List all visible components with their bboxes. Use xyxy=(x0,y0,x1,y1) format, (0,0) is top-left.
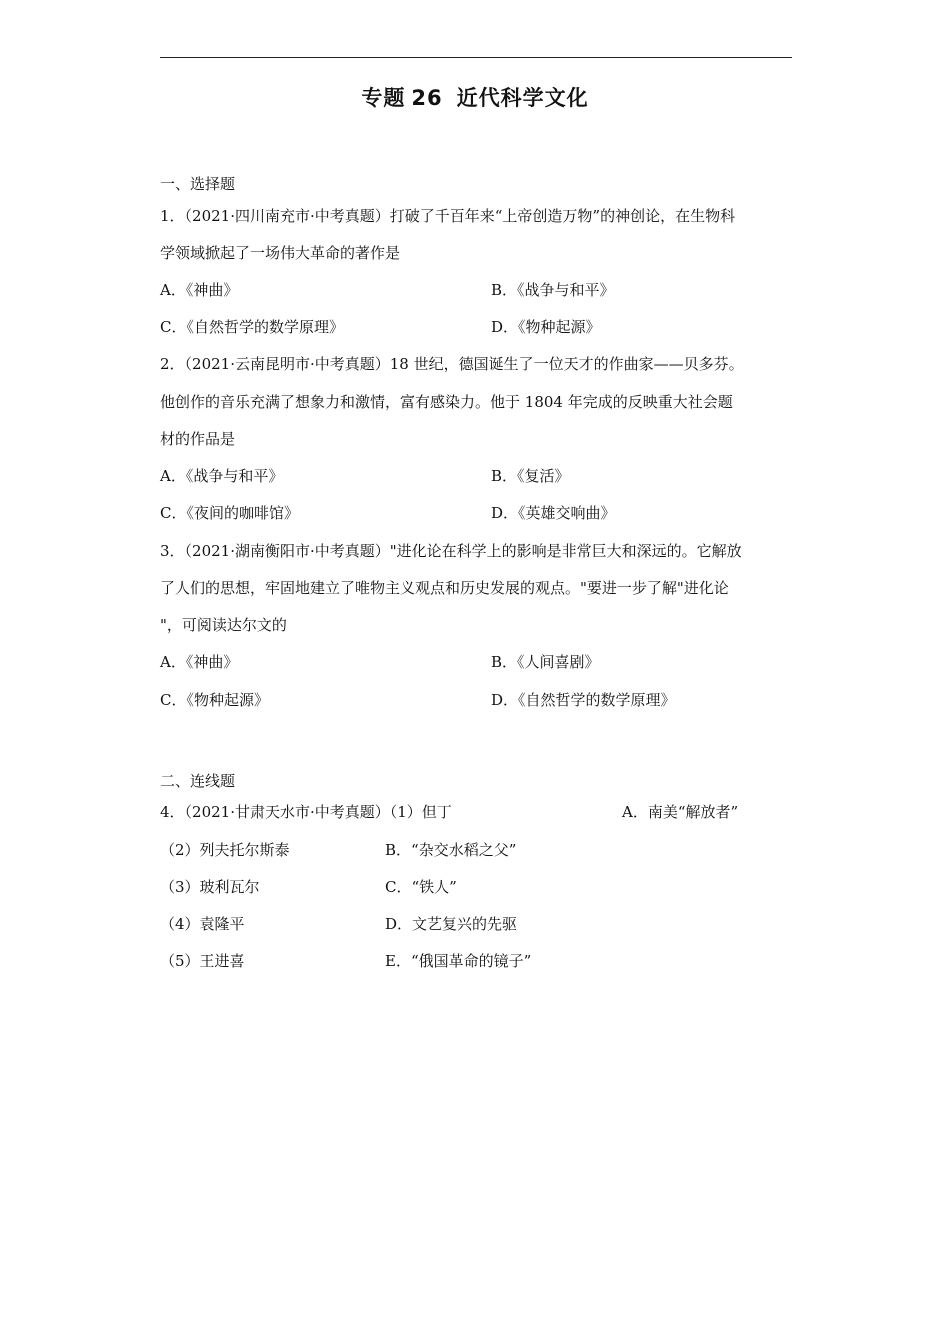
q2-stem-line2: 他创作的音乐充满了想象力和激情，富有感染力。他于 1804 年完成的反映重大社会题 xyxy=(160,393,733,411)
section-heading-choice: 一、选择题 xyxy=(160,175,236,193)
q2-option-a: A．《战争与和平》 xyxy=(160,467,284,485)
q4-left-4: （4）袁隆平 xyxy=(160,915,245,933)
section-heading-match: 二、连线题 xyxy=(160,772,236,790)
q1-option-c: C．《自然哲学的数学原理》 xyxy=(160,318,344,336)
q4-right-d: D．文艺复兴的先驱 xyxy=(385,915,518,933)
q2-option-b: B．《复活》 xyxy=(491,467,570,485)
q3-option-d: D．《自然哲学的数学原理》 xyxy=(491,691,676,709)
title-number: 26 xyxy=(411,86,443,110)
q4-left-5: （5）王进喜 xyxy=(160,952,245,970)
q4-left-2: （2）列夫托尔斯泰 xyxy=(160,841,290,859)
title-prefix: 专题 xyxy=(361,86,406,110)
q2-option-c: C．《夜间的咖啡馆》 xyxy=(160,504,299,522)
q4-right-c: C．“铁人” xyxy=(385,878,457,896)
q4-right-e: E．“俄国革命的镜子” xyxy=(385,952,532,970)
q4-right-b: B．“杂交水稻之父” xyxy=(385,841,517,859)
q4-right-a: A．南美“解放者” xyxy=(622,803,739,821)
q3-stem-line2: 了人们的思想，牢固地建立了唯物主义观点和历史发展的观点。"要进一步了解"进化论 xyxy=(160,579,729,597)
q1-stem-line2: 学领域掀起了一场伟大革命的著作是 xyxy=(160,244,401,262)
q3-option-c: C．《物种起源》 xyxy=(160,691,269,709)
q3-option-a: A．《神曲》 xyxy=(160,653,239,671)
header-rule xyxy=(160,57,792,58)
q2-stem-line3: 材的作品是 xyxy=(160,430,236,448)
q3-stem-line1: 3．（2021·湖南衡阳市·中考真题）"进化论在科学上的影响是非常巨大和深远的。它解放 xyxy=(160,542,742,560)
q1-stem-line1: 1．（2021·四川南充市·中考真题）打破了千百年来“上帝创造万物”的神创论，在生物科 xyxy=(160,207,736,225)
q2-option-d: D．《英雄交响曲》 xyxy=(491,504,616,522)
q4-left-3: （3）玻利瓦尔 xyxy=(160,878,260,896)
q1-option-a: A．《神曲》 xyxy=(160,281,239,299)
q1-option-d: D．《物种起源》 xyxy=(491,318,601,336)
q1-option-b: B．《战争与和平》 xyxy=(491,281,615,299)
q3-option-b: B．《人间喜剧》 xyxy=(491,653,600,671)
q4-stem: 4．（2021·甘肃天水市·中考真题）（1）但丁 xyxy=(160,803,452,821)
q2-stem-line1: 2．（2021·云南昆明市·中考真题）18 世纪，德国诞生了一位天才的作曲家——贝多芬。 xyxy=(160,355,744,373)
title-name: 近代科学文化 xyxy=(456,86,589,110)
page-title xyxy=(0,82,950,112)
q3-stem-line3: "，可阅读达尔文的 xyxy=(160,616,287,634)
